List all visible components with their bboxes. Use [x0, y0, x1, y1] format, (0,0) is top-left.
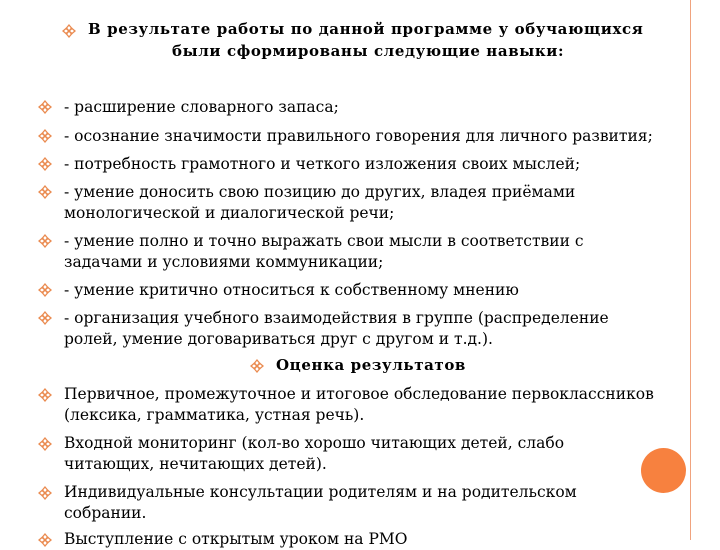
- evaluation-text-line: Выступление с открытым уроком на РМО: [64, 530, 408, 548]
- evaluation-text-line: Первичное, промежуточное и итоговое обследование первоклассников: [64, 385, 654, 403]
- evaluation-text-line: читающих, нечитающих детей).: [64, 455, 327, 473]
- skill-text-line: задачами и условиями коммуникации;: [64, 253, 384, 271]
- bullet-icon: [38, 157, 52, 171]
- skill-text-line: - осознание значимости правильного говорения для личного развития;: [64, 127, 653, 145]
- skill-text-line: - умение полно и точно выражать свои мысли в соответствии с: [64, 232, 584, 250]
- orange-accent-circle: [641, 448, 686, 493]
- bullet-icon: [38, 100, 52, 114]
- skill-text-line: - умение доносить свою позицию до других, владея приёмами: [64, 183, 576, 201]
- skill-text-line: - потребность грамотного и четкого изложения своих мыслей;: [64, 155, 581, 173]
- bullet-icon: [38, 533, 52, 547]
- evaluation-text-line: собрании.: [64, 504, 147, 522]
- bullet-icon: [250, 359, 264, 373]
- evaluation-text-line: Индивидуальные консультации родителям и на родительском: [64, 483, 577, 501]
- bullet-icon: [38, 486, 52, 500]
- bullet-icon: [38, 437, 52, 451]
- evaluation-text-line: (лексика, грамматика, устная речь).: [64, 406, 365, 424]
- bullet-icon: [38, 311, 52, 325]
- intro-heading-line-2: были сформированы следующие навыки:: [172, 42, 565, 60]
- section-heading: Оценка результатов: [276, 356, 466, 374]
- skill-text-line: - организация учебного взаимодействия в группе (распределение: [64, 309, 609, 327]
- bullet-icon: [38, 129, 52, 143]
- skill-text-line: монологической и диалогической речи;: [64, 204, 395, 222]
- intro-heading-line-1: В результате работы по данной программе у обучающихся: [88, 20, 644, 38]
- right-border-line: [690, 0, 691, 540]
- skill-text-line: ролей, умение договариваться друг с другом и т.д.).: [64, 330, 493, 348]
- bullet-icon: [38, 283, 52, 297]
- bullet-icon: [38, 388, 52, 402]
- skill-text-line: - расширение словарного запаса;: [64, 98, 339, 116]
- evaluation-text-line: Входной мониторинг (кол-во хорошо читающих детей, слабо: [64, 434, 565, 452]
- skill-text-line: - умение критично относиться к собственному мнению: [64, 281, 519, 299]
- bullet-icon: [38, 185, 52, 199]
- bullet-icon: [38, 234, 52, 248]
- bullet-icon: [62, 24, 76, 38]
